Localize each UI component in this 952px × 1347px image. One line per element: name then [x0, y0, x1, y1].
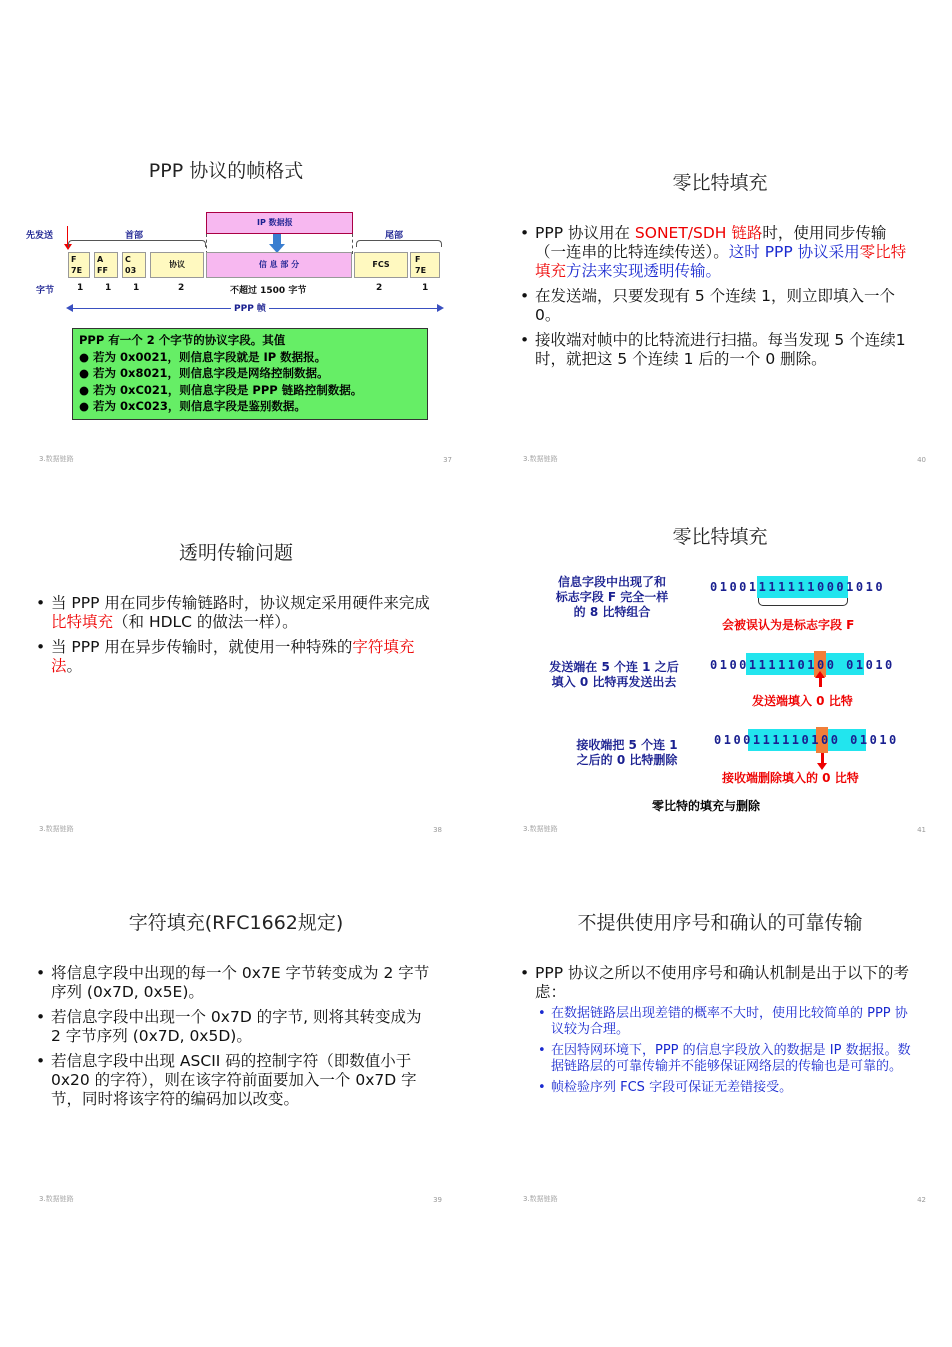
- bullet: • 当 PPP 用在异步传输时，就使用一种特殊的字符填充法。: [36, 638, 430, 676]
- slide-title: 零比特填充: [672, 172, 768, 194]
- bullet: • 若信息字段中出现一个 0x7D 的字节, 则将其转变成为 2 字节序列 (0x7D, 0x5D)。: [36, 1008, 430, 1046]
- bytes-label: 字节: [36, 286, 55, 296]
- ppp-frame-label: PPP 帧: [231, 301, 269, 314]
- byte-count: 2: [376, 283, 383, 293]
- figure-caption: 零比特的填充与删除: [652, 799, 761, 813]
- footer-chapter: 3.数据链路: [523, 825, 558, 833]
- byte-count: 1: [105, 283, 112, 293]
- sub-bullet: • 在因特网环境下，PPP 的信息字段放入的数据是 IP 数据报。数据链路层的可靠传输并不能够保证网络层的传输也是可靠的。: [535, 1043, 914, 1075]
- trailer-label: 尾部: [385, 231, 404, 241]
- byte-count: 1: [77, 283, 84, 293]
- field-address: A FF: [94, 252, 118, 278]
- first-send-label: 先发送: [26, 231, 54, 241]
- footer-chapter: 3.数据链路: [39, 455, 74, 463]
- field-flag-end: F 7E: [410, 252, 440, 278]
- bullet-list: [520, 224, 914, 375]
- byte-count: 2: [178, 283, 185, 293]
- note-line: ● 若为 0x0021，则信息字段就是 IP 数据报。: [79, 349, 327, 364]
- field-flag-start: F 7E: [68, 252, 90, 278]
- bullet: • PPP 协议用在 SONET/SDH 链路时，使用同步传输（一连串的比特连续传送）。这时 PPP 协议采用零比特填充方法来实现透明传输。: [520, 224, 914, 281]
- row2-bits: 0100111110100 01010: [710, 658, 895, 672]
- slide-title: 不提供使用序号和确认的可靠传输: [577, 912, 863, 934]
- slide-37: [26, 140, 452, 470]
- bullet-list: [36, 964, 430, 1115]
- page-number: 42: [917, 1196, 926, 1204]
- ip-datagram-label: IP 数据报: [257, 218, 293, 227]
- page-number: 39: [433, 1196, 442, 1204]
- field-control: C 03: [122, 252, 146, 278]
- row3-label: 接收端把 5 个连 1 之后的 0 比特删除: [576, 738, 678, 767]
- bullet: • 在发送端，只要发现有 5 个连续 1，则立即填入一个 0。: [520, 287, 914, 325]
- slide-41: [520, 510, 926, 840]
- header-label: 首部: [125, 231, 144, 241]
- slide-39: [36, 880, 442, 1210]
- row1-brace: [758, 598, 848, 606]
- row3-note: 接收端删除填入的 0 比特: [722, 771, 859, 785]
- protocol-field-note: [72, 328, 428, 420]
- footer-chapter: 3.数据链路: [39, 1195, 74, 1203]
- slide-title: PPP 协议的帧格式: [148, 160, 304, 182]
- bullet: • 当 PPP 用在同步传输链路时，协议规定采用硬件来完成比特填充（和 HDLC 的做法一样）。: [36, 594, 430, 632]
- bullet: • 接收端对帧中的比特流进行扫描。每当发现 5 个连续1时，就把这 5 个连续 1 后的一个 0 删除。: [520, 331, 914, 369]
- bullet-list: [520, 964, 914, 1102]
- row2-arrow-head: [815, 671, 825, 678]
- note-line: ● 若为 0xC023，则信息字段是鉴别数据。: [79, 399, 306, 413]
- slide-title: 透明传输问题: [178, 542, 293, 564]
- row1-note: 会被误认为是标志字段 F: [722, 618, 855, 632]
- note-line: PPP 有一个 2 个字节的协议字段。其值: [79, 333, 286, 347]
- footer-chapter: 3.数据链路: [39, 825, 74, 833]
- bullet: • 若信息字段中出现 ASCII 码的控制字符（即数值小于 0x20 的字符），则在该字符前面要加入一个 0x7D 字节，同时将该字符的编码加以改变。: [36, 1052, 430, 1109]
- page-number: 37: [443, 456, 452, 464]
- ppp-frame-arrow-right: [437, 304, 444, 312]
- row2-arrow-shaft: [819, 677, 822, 687]
- footer-chapter: 3.数据链路: [523, 1195, 558, 1203]
- byte-count: 不超过 1500 字节: [230, 286, 307, 296]
- sub-bullet-list: [535, 1006, 914, 1096]
- row1-label: 信息字段中出现了和 标志字段 F 完全一样 的 8 比特组合: [555, 575, 669, 619]
- field-protocol: 协议: [150, 252, 204, 278]
- row2-note: 发送端填入 0 比特: [752, 694, 853, 708]
- bullet: • PPP 协议之所以不使用序号和确认机制是出于以下的考虑： • 在数据链路层出现差错的概率不大时，使用比较简单的 PPP 协议较为合理。 • 在因特网环境下，PPP 的信息字段放入的数据是 IP 数据报。数据链路层的可靠传输并不能够保证网络层的传输也是可靠的。 • 帧检验序列 FCS 字段可保证无差错接受。: [520, 964, 914, 1096]
- page-number: 40: [917, 456, 926, 464]
- frame-format-diagram: [26, 210, 446, 320]
- slide-42: [520, 880, 926, 1210]
- field-information: 信 息 部 分: [206, 252, 352, 278]
- slide-title: 零比特填充: [672, 526, 768, 548]
- sub-bullet: • 帧检验序列 FCS 字段可保证无差错接受。: [535, 1080, 914, 1096]
- dashed-left: [206, 234, 207, 254]
- trailer-brace: [356, 240, 442, 247]
- page-number: 38: [433, 826, 442, 834]
- ppp-frame-arrow-left: [66, 304, 73, 312]
- row2-label: 发送端在 5 个连 1 之后 填入 0 比特再发送出去: [549, 660, 679, 689]
- dashed-right: [352, 234, 353, 254]
- slide-title: 字符填充(RFC1662规定): [128, 912, 344, 934]
- footer-chapter: 3.数据链路: [523, 455, 558, 463]
- slide-40: [520, 140, 926, 470]
- note-line: ● 若为 0xC021，则信息字段是 PPP 链路控制数据。: [79, 382, 363, 397]
- page-number: 41: [917, 826, 926, 834]
- byte-count: 1: [133, 283, 140, 293]
- sub-bullet: • 在数据链路层出现差错的概率不大时，使用比较简单的 PPP 协议较为合理。: [535, 1006, 914, 1038]
- header-brace: [68, 240, 206, 247]
- note-line: ● 若为 0x8021，则信息字段是网络控制数据。: [79, 366, 329, 380]
- row1-bits: 010011111110001010: [710, 580, 886, 594]
- down-arrow: [273, 234, 281, 244]
- ip-datagram-box: [206, 212, 353, 234]
- bullet-list: [36, 594, 430, 682]
- slide-38: [36, 510, 442, 840]
- bullet: • 将信息字段中出现的每一个 0x7E 字节转变成为 2 字节序列 (0x7D, 0x5E)。: [36, 964, 430, 1002]
- byte-count: 1: [422, 283, 429, 293]
- row3-bits: 0100111110100 01010: [714, 733, 899, 747]
- field-fcs: FCS: [354, 252, 408, 278]
